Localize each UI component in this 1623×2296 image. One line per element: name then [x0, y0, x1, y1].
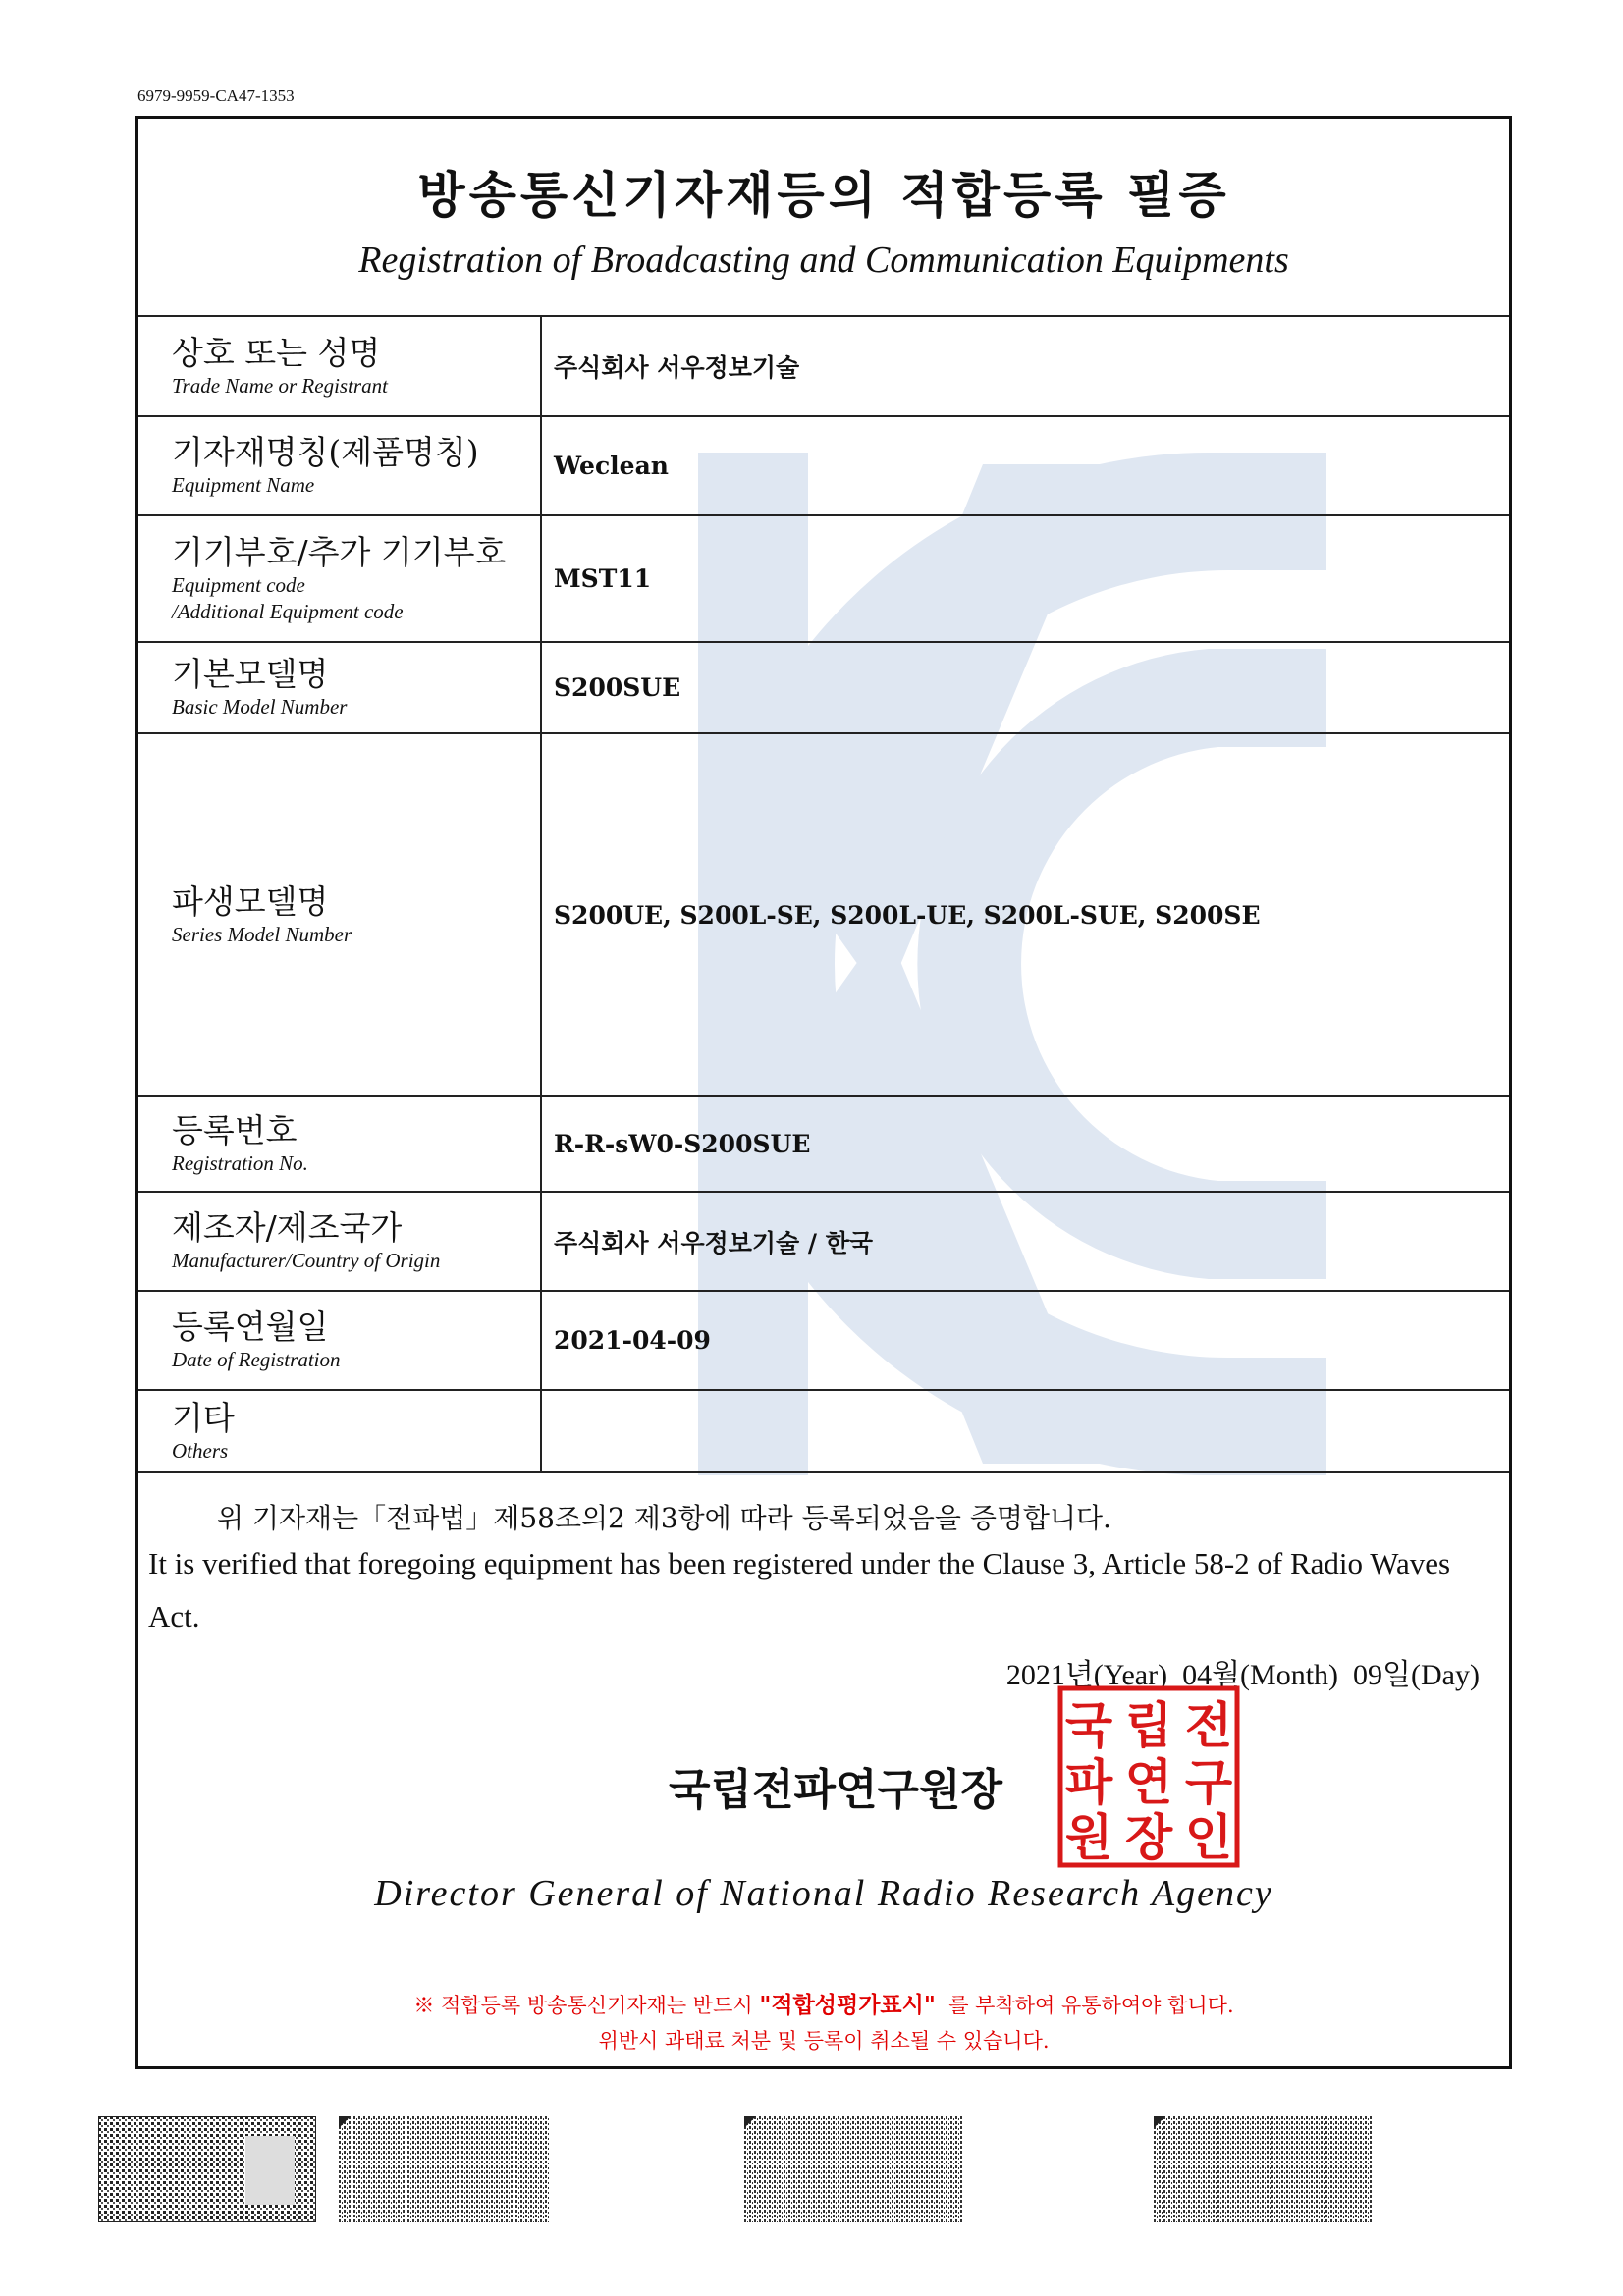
certificate-frame	[135, 116, 1512, 2069]
row-series-model	[138, 733, 1509, 1096]
value-equipment-code: MST11	[541, 515, 1509, 642]
barcode-2d-1	[339, 2116, 550, 2222]
value-date-registration: 2021-04-09	[541, 1291, 1509, 1390]
notice-suffix: 를 부착하여 유통하여야 합니다.	[948, 1994, 1234, 2017]
date-year: 2021	[1005, 1659, 1065, 1691]
svg-text:연: 연	[1124, 1754, 1173, 1811]
label-ko: 기자재명칭(제품명칭)	[172, 433, 479, 471]
svg-text:파: 파	[1064, 1754, 1113, 1811]
title-korean: 방송통신기자재등의 적합등록 필증	[417, 166, 1230, 224]
label-ko: 상호 또는 성명	[172, 333, 381, 372]
title-english: Registration of Broadcasting and Communication Equipments	[358, 240, 1289, 281]
label-en: Equipment code	[172, 572, 305, 597]
svg-text:원: 원	[1064, 1809, 1113, 1866]
label-en: Others	[172, 1438, 229, 1463]
director-english: Director General of National Radio Research Agency	[374, 1873, 1273, 1914]
row-equipment-code	[138, 515, 1509, 642]
label-en: Equipment Name	[172, 473, 315, 497]
director-korean: 국립전파연구원장	[669, 1765, 1003, 1815]
svg-text:인: 인	[1184, 1809, 1233, 1866]
date-month-ko: 월	[1212, 1658, 1241, 1692]
label-en: Trade Name or Registrant	[172, 373, 388, 398]
label-ko: 등록연월일	[172, 1308, 329, 1346]
notice-line-2: 위반시 과태료 처분 및 등록이 취소될 수 있습니다.	[598, 2029, 1050, 2053]
barcode-qr-code	[98, 2116, 316, 2222]
label-en: Date of Registration	[172, 1348, 341, 1371]
row-trade-name	[138, 316, 1509, 416]
date-year-ko: 년	[1064, 1658, 1094, 1692]
date-month: 04	[1182, 1659, 1213, 1691]
date-month-en: (Month)	[1240, 1659, 1339, 1691]
row-date-registration	[138, 1291, 1509, 1390]
label-ko: 기타	[172, 1398, 235, 1437]
registration-table	[138, 315, 1509, 1473]
notice	[138, 1988, 1509, 2058]
notice-line-1	[138, 1988, 1509, 2023]
date-day-ko: 일	[1382, 1658, 1412, 1692]
barcode-2d-3	[1154, 2116, 1372, 2222]
notice-prefix: ※ 적합등록 방송통신기자재는 반드시	[413, 1994, 753, 2017]
row-manufacturer	[138, 1192, 1509, 1291]
statement-english: It is verified that foregoing equipment has been registered under the Clause 3, Article 58-2 of Radio Waves Act.	[148, 1546, 1451, 1633]
row-registration-no	[138, 1096, 1509, 1192]
date-year-en: (Year)	[1093, 1659, 1168, 1691]
value-series-model: S200UE, S200L-SE, S200L-UE, S200L-SUE, S200SE	[541, 733, 1509, 1096]
label-en: Basic Model Number	[172, 695, 348, 719]
label-en: Registration No.	[172, 1151, 308, 1175]
label-ko: 기본모델명	[172, 655, 329, 693]
label-en-2: /Additional Equipment code	[172, 599, 404, 623]
value-basic-model: S200SUE	[541, 642, 1509, 733]
document-number: 6979-9959-CA47-1353	[137, 86, 295, 105]
row-others	[138, 1390, 1509, 1472]
date-day: 09	[1353, 1659, 1383, 1691]
label-ko: 기기부호/추가 기기부호	[172, 532, 507, 571]
value-trade-name: 주식회사 서우정보기술	[541, 316, 1509, 416]
statement-korean: 위 기자재는「전파법」제58조의2 제3항에 따라 등록되었음을 증명합니다.	[217, 1502, 1111, 1534]
label-en: Series Model Number	[172, 922, 352, 946]
row-equipment-name	[138, 416, 1509, 515]
value-manufacturer: 주식회사 서우정보기술 / 한국	[541, 1192, 1509, 1291]
barcode-2d-2	[744, 2116, 962, 2222]
value-others	[541, 1390, 1509, 1472]
svg-text:립: 립	[1124, 1697, 1173, 1754]
value-registration-no: R-R-sW0-S200SUE	[541, 1096, 1509, 1192]
date-day-en: (Day)	[1411, 1659, 1480, 1691]
svg-text:장: 장	[1124, 1809, 1173, 1866]
label-ko: 제조자/제조국가	[172, 1208, 403, 1247]
label-ko: 파생모델명	[172, 881, 329, 921]
svg-text:전: 전	[1184, 1697, 1233, 1754]
svg-text:국: 국	[1064, 1697, 1113, 1754]
notice-emphasis: "적합성평가표시"	[759, 1992, 936, 2018]
official-seal	[1057, 1685, 1240, 1868]
label-en: Manufacturer/Country of Origin	[172, 1249, 441, 1272]
svg-text:구: 구	[1184, 1754, 1233, 1811]
value-equipment-name: Weclean	[541, 416, 1509, 515]
label-ko: 등록번호	[172, 1111, 298, 1149]
row-basic-model	[138, 642, 1509, 733]
